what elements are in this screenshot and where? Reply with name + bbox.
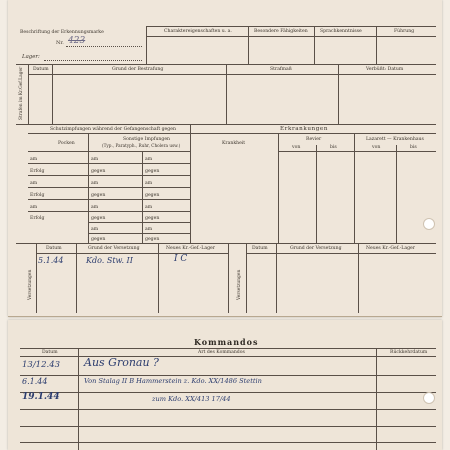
record-card-top — [8, 0, 442, 317]
lager-label: Lager: — [22, 54, 40, 60]
vers-grund-right: Grund der Versetzung — [290, 246, 342, 251]
revier-label: Revier — [306, 137, 322, 142]
strafen-grund: Grund der Bestrafung — [112, 67, 164, 72]
sonstige-label: Sonstige Impfungen — [123, 137, 171, 142]
fuehrung-label: Führung — [394, 29, 415, 34]
kdo-entry-0-datum: 13/12.43 — [22, 360, 61, 370]
impf-row-6-b: am — [91, 227, 99, 232]
impf-row-2-a: am — [30, 181, 38, 186]
record-card-bottom — [8, 320, 442, 450]
kdo-entry-0-text: Aus Gronau ? — [84, 356, 159, 369]
impfungen-title: Schutzimpfungen während der Gefangenschaft gegen — [50, 127, 176, 132]
nr-label: Nr. — [56, 40, 64, 46]
impf-row-3-c: gegen — [145, 193, 160, 198]
char-label: Charaktereigenschaften u. a. — [164, 29, 232, 34]
kdo-entry-1-text: Von Stalag II B Hammerstein z. Kdo. XX/1486 Stettin — [84, 377, 262, 385]
impf-row-4-b: am — [91, 205, 99, 210]
impf-row-4-c: am — [145, 205, 153, 210]
nr-line — [66, 46, 142, 47]
erkrankungen-title: Erkrankungen — [280, 126, 329, 132]
impf-row-5-c: gegen — [145, 216, 160, 221]
faehig-label: Besondere Fähigkeiten — [254, 29, 308, 34]
lazarett-von: von — [372, 145, 381, 150]
impf-row-0-b: am — [91, 157, 99, 162]
kommandos-art-label: Art des Kommandos — [198, 350, 245, 355]
vers-neues-left: Neues Kr.-Gef.-Lager — [166, 246, 215, 251]
impf-row-4-a: am — [30, 205, 38, 210]
vers-datum-left: Datum — [46, 246, 62, 251]
impf-row-7-b: gegen — [91, 237, 106, 242]
strafen-strafmass: Strafmaß — [270, 67, 292, 72]
vers-neues-right: Neues Kr.-Gef.-Lager — [366, 246, 415, 251]
nr-value: 423 — [68, 36, 86, 46]
punch-hole — [423, 218, 435, 230]
lazarett-bis: bis — [410, 145, 417, 150]
impf-row-2-c: am — [145, 181, 153, 186]
impf-row-0-a: am — [30, 157, 38, 162]
impf-row-6-c: am — [145, 227, 153, 232]
sprach-label: Sprachkenntnisse — [320, 29, 362, 34]
pocken-label: Pocken — [58, 141, 75, 146]
impf-row-5-b: gegen — [91, 216, 106, 221]
impf-row-3-b: gegen — [91, 193, 106, 198]
versetzungen-side-label-right: Versetzungen — [237, 269, 242, 300]
versetzungen-side-label-left: Versetzungen — [28, 269, 33, 300]
vers-entry-0-datum: 5.1.44 — [38, 256, 64, 265]
strafen-datum: Datum — [33, 67, 49, 72]
kdo-entry-2-text: zum Kdo. XX/413 17/44 — [152, 395, 231, 403]
kommandos-title: Kommandos — [194, 337, 259, 347]
kdo-entry-1-datum: 6.1.44 — [22, 377, 48, 386]
kommandos-datum-label: Datum — [42, 350, 58, 355]
vers-datum-right: Datum — [252, 246, 268, 251]
punch-hole-bottom — [423, 392, 435, 404]
krankheit-label: Krankheit — [222, 141, 246, 146]
kommandos-rueckkehr-label: Rückkehrdatum — [390, 350, 428, 355]
vers-entry-0-grund: Kdo. Stw. II — [86, 256, 133, 265]
impf-row-2-b: am — [91, 181, 99, 186]
kdo-entry-2-datum: 19.1.44 — [22, 392, 60, 402]
revier-bis: bis — [330, 145, 337, 150]
impf-row-0-c: am — [145, 157, 153, 162]
impf-row-1-c: gegen — [145, 169, 160, 174]
impf-row-7-c: gegen — [145, 237, 160, 242]
impf-row-5-a: Erfolg — [30, 216, 45, 221]
revier-von: von — [292, 145, 301, 150]
vers-grund-left: Grund der Versetzung — [88, 246, 140, 251]
strafen-verbuesst: Verbüßt: Datum — [366, 67, 404, 72]
impf-row-1-a: Erfolg — [30, 169, 45, 174]
impf-row-3-a: Erfolg — [30, 193, 45, 198]
vers-entry-0-lager: I C — [174, 254, 188, 264]
lazarett-label: Lazarett — Krankenhaus — [366, 137, 424, 142]
besch-label: Beschriftung der Erkennungsmarke — [20, 30, 104, 35]
sonstige-sub: (Typ., Paratyph., Ruhr, Cholera usw.) — [102, 143, 181, 148]
strafen-side-label: Strafen im Kr.Gef.Lager — [19, 66, 24, 120]
impf-row-1-b: gegen — [91, 169, 106, 174]
lager-line — [44, 60, 142, 61]
